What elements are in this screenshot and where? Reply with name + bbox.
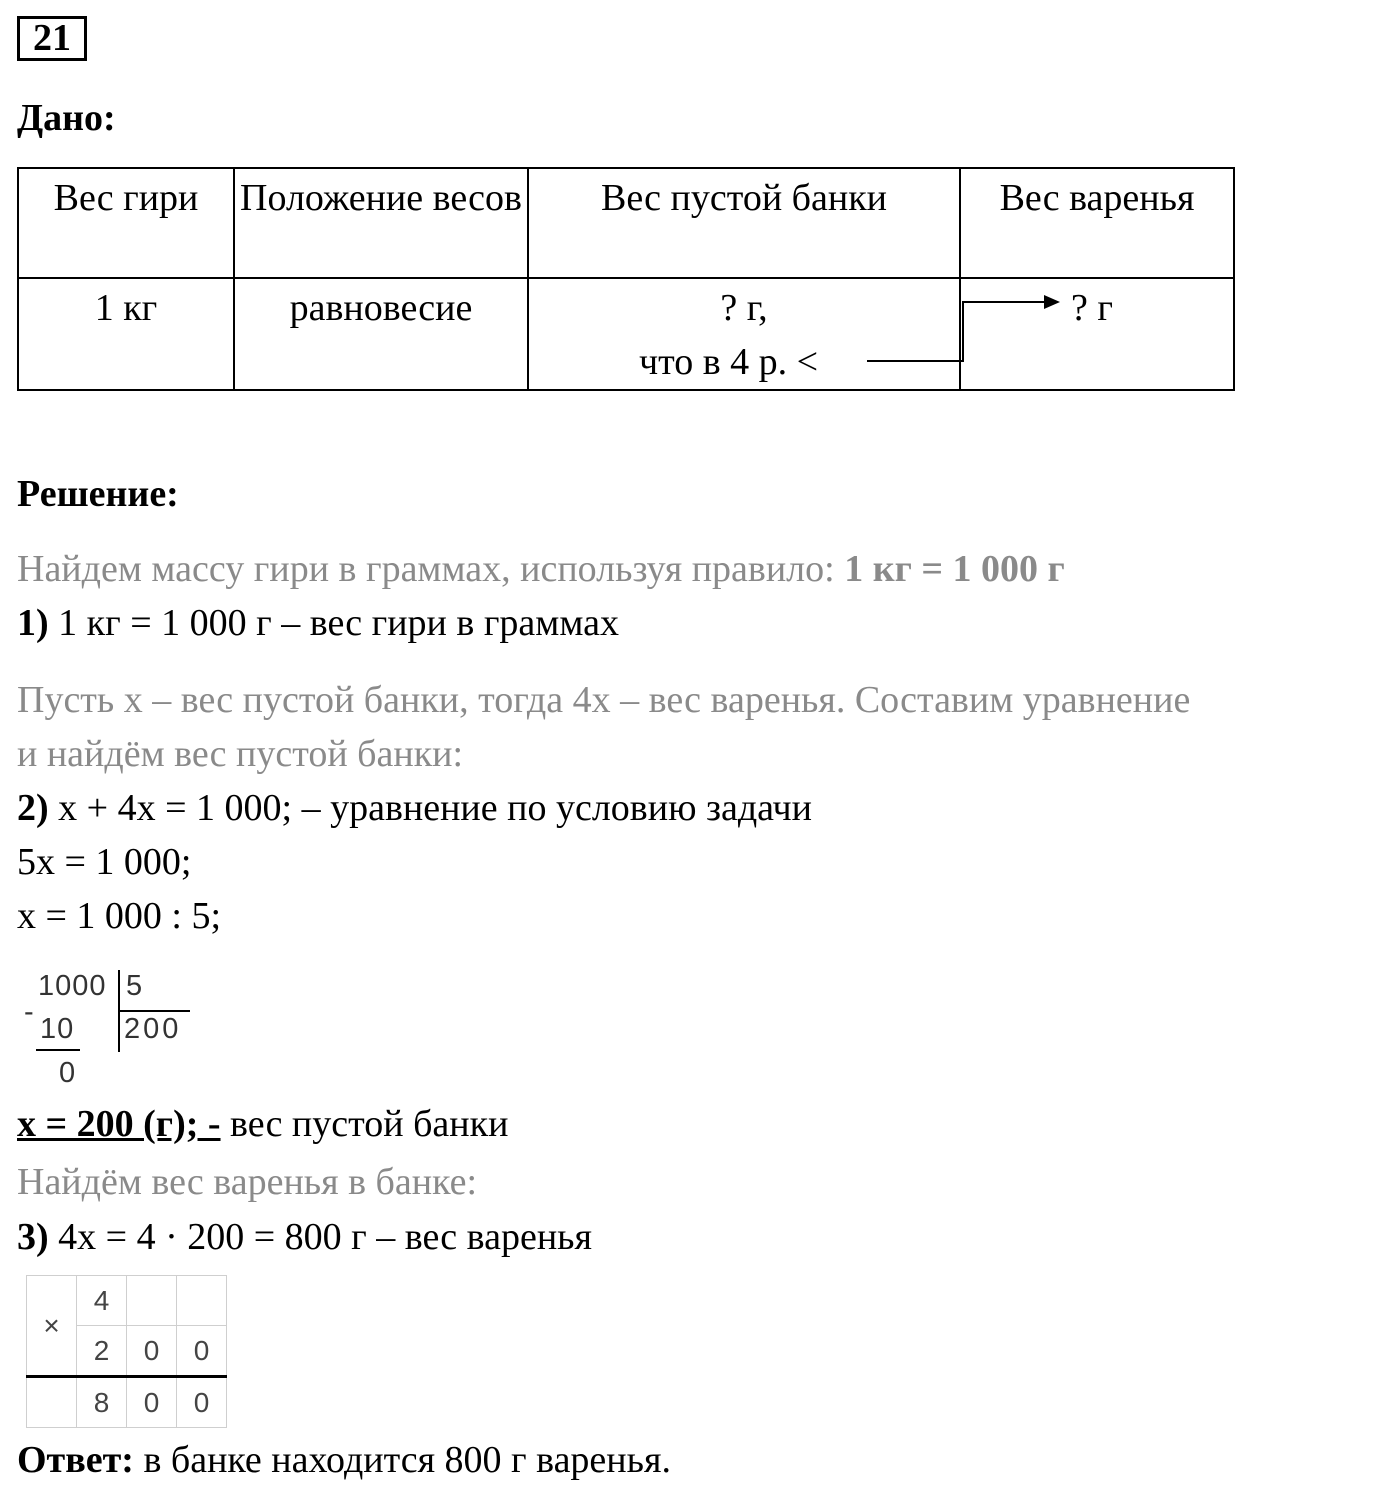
cell-weight: 1 кг [18,278,234,390]
division-divisor: 5 [126,970,143,1002]
hint-1-text: Найдем массу гири в граммах, используя правило: [17,548,835,590]
comparison-arrow-icon [860,288,1070,368]
mult-cell: 4 [77,1276,127,1326]
division-minus: - [24,996,34,1028]
mult-cell: 0 [127,1326,177,1377]
division-lines [30,968,200,1058]
multiplication-grid [26,1275,227,1428]
step-3 [17,1215,592,1259]
step-2-number: 2) [17,787,49,829]
answer-text: в банке находится 800 г варенья. [143,1439,671,1481]
answer-line [17,1438,671,1482]
solution-heading: Решение: [17,473,179,515]
division-dividend: 1000 [38,970,107,1002]
result-text: вес пустой банки [230,1103,509,1145]
task-number: 21 [17,16,87,61]
result-line [17,1102,508,1146]
division-subtrahend: 10 [40,1013,75,1045]
step-1-number: 1) [17,602,49,644]
step-1-text: 1 кг = 1 000 г – вес гири в граммах [58,602,619,644]
cell-position: равновесие [234,278,528,390]
mult-result-cell: 8 [77,1377,127,1428]
equation-2: х = 1 000 : 5; [17,895,222,937]
step-2 [17,786,812,830]
mult-cell: 0 [177,1326,227,1377]
given-heading: Дано: [17,97,116,139]
mult-row-1 [27,1276,227,1326]
step-3-number: 3) [17,1216,49,1258]
result-value: х = 200 (г); - [17,1103,221,1145]
mult-sign: × [27,1276,77,1377]
mult-result-row [27,1377,227,1428]
header-weight: Вес гири [18,168,234,278]
step-1 [17,601,619,645]
mult-cell [177,1276,227,1326]
answer-label: Ответ: [17,1439,134,1481]
hint-1-rule: 1 кг = 1 000 г [844,548,1065,590]
mult-result-cell: 0 [127,1377,177,1428]
mult-cell [27,1377,77,1428]
hint-3: Найдём вес варенья в банке: [17,1161,478,1203]
hint-2-line-1: Пусть х – вес пустой банки, тогда 4х – вес варенья. Составим уравнение [17,679,1191,721]
division-quotient: 200 [124,1013,182,1045]
header-position: Положение весов [234,168,528,278]
cell-jar-line1: ? г, [720,287,768,329]
header-jar: Вес пустой банки [528,168,960,278]
step-2-text: х + 4х = 1 000; – уравнение по условию задачи [58,787,812,829]
mult-cell: 2 [77,1326,127,1377]
header-jam: Вес варенья [960,168,1234,278]
mult-cell [127,1276,177,1326]
mult-result-cell: 0 [177,1377,227,1428]
hint-2-line-2: и найдём вес пустой банки: [17,733,464,775]
division-remainder: 0 [59,1057,76,1089]
cell-jam: ? г [960,278,1234,390]
equation-1: 5х = 1 000; [17,841,192,883]
cell-jar-line2: что в 4 р. < [639,341,819,383]
given-table-header-row [18,168,1234,278]
hint-1 [17,547,1065,591]
step-3-text: 4х = 4 · 200 = 800 г – вес варенья [58,1216,592,1258]
